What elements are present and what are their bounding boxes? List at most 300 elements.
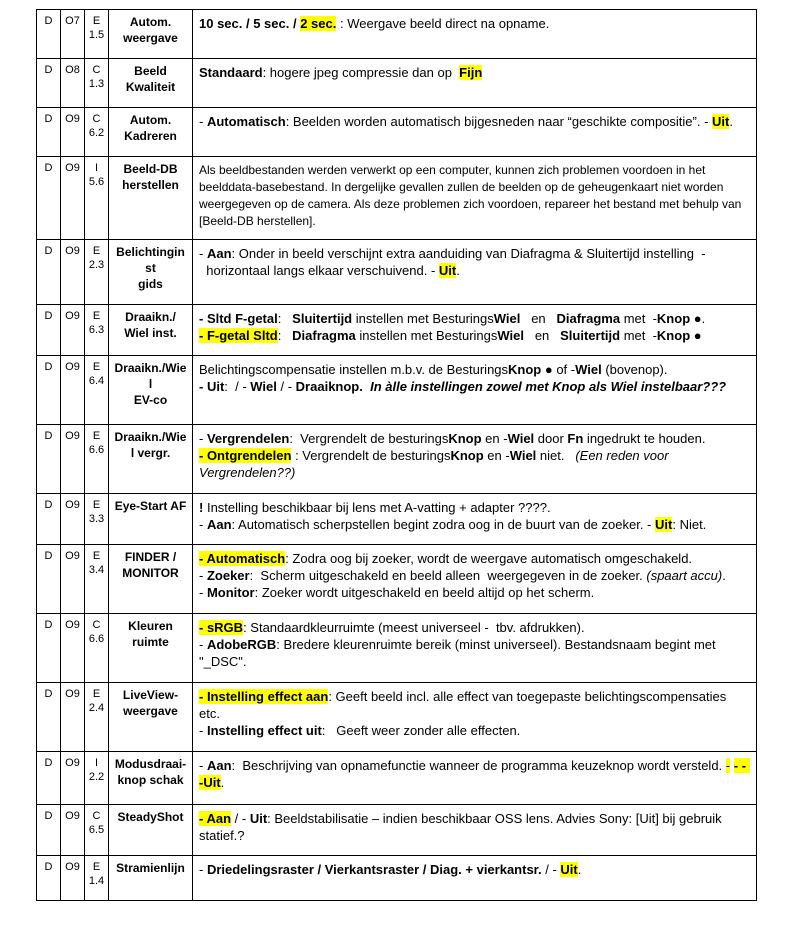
description-text: of - xyxy=(552,362,576,377)
ref-number: 6.5 xyxy=(88,824,105,836)
ref-number: 6.6 xyxy=(88,633,105,645)
setting-name-line: Beeld-DB xyxy=(123,162,178,176)
description-line xyxy=(199,499,750,516)
description-line xyxy=(199,64,750,81)
setting-name-line: Kleuren xyxy=(128,619,173,633)
description-text: AdobeRGB xyxy=(206,637,277,652)
description-text: Knop ● xyxy=(656,328,702,343)
menu-code: O9 xyxy=(65,688,80,700)
description-text: . xyxy=(220,775,225,790)
menu-code: O9 xyxy=(65,162,80,174)
category-cell xyxy=(37,59,61,108)
ref-cell xyxy=(85,545,109,614)
highlighted-default-text: - - -Uit xyxy=(199,758,750,790)
highlighted-default-text: Fijn xyxy=(459,65,483,80)
setting-name-line: Stramienlijn xyxy=(116,861,185,875)
setting-name-line: l xyxy=(148,377,153,391)
highlighted-default-text: Uit xyxy=(655,517,673,532)
setting-name-line: Draaikn./Wie xyxy=(114,430,187,444)
description-text: Sluitertijd xyxy=(560,328,621,343)
setting-name-cell xyxy=(109,683,193,752)
menu-cell xyxy=(61,240,85,305)
setting-name-line: EV-co xyxy=(133,393,168,407)
description-line xyxy=(199,15,750,32)
description-text: : Beeldstabilisatie – indien beschikbaar OSS lens. Advies Sony: [Uit] bij gebruik statief.? xyxy=(199,811,726,843)
ref-letter: E xyxy=(92,550,101,562)
ref-letter: E xyxy=(92,245,101,257)
setting-name-line: LiveView- xyxy=(122,688,179,702)
description-text: - Sltd F-getal xyxy=(199,311,278,326)
setting-name-cell xyxy=(109,59,193,108)
highlighted-default-text: Uit xyxy=(560,862,578,877)
description-text: Sluitertijd xyxy=(292,311,353,326)
description-text: Wiel xyxy=(493,311,521,326)
description-cell xyxy=(193,856,757,901)
description-line xyxy=(199,447,750,464)
menu-code: O9 xyxy=(65,499,80,511)
description-line xyxy=(199,378,750,395)
description-text: - xyxy=(199,114,207,129)
description-text: Wiel xyxy=(507,431,535,446)
table-row xyxy=(37,856,757,901)
description-text: : hogere jpeg compressie dan op xyxy=(262,65,460,80)
description-text: instellen met Besturings xyxy=(352,311,494,326)
description-text: Knop xyxy=(448,431,482,446)
description-text: - xyxy=(199,637,207,652)
description-text: Diafragma xyxy=(292,328,356,343)
highlighted-default-text: - Ontgrendelen xyxy=(199,448,292,463)
description-line xyxy=(199,722,750,739)
category-cell xyxy=(37,805,61,856)
description-text: en xyxy=(520,311,557,326)
description-text: Instelling beschikbaar bij lens met A-vatting + adapter ????. xyxy=(206,500,551,515)
menu-cell xyxy=(61,545,85,614)
menu-cell xyxy=(61,683,85,752)
setting-name-cell xyxy=(109,614,193,683)
setting-name-line: herstellen xyxy=(122,178,179,192)
ref-cell xyxy=(85,240,109,305)
description-text: - xyxy=(199,723,207,738)
category-code: D xyxy=(44,15,53,27)
description-text: : Zoeker wordt uitgeschakeld en beeld altijd op het scherm. xyxy=(254,585,595,600)
ref-cell xyxy=(85,305,109,356)
description-text: (bovenop). xyxy=(601,362,668,377)
description-text: - xyxy=(199,431,207,446)
ref-cell xyxy=(85,752,109,805)
description-cell xyxy=(193,805,757,856)
description-text: 10 sec. / 5 sec. / xyxy=(199,16,301,31)
description-text: met - xyxy=(620,328,657,343)
description-text: niet. xyxy=(536,448,576,463)
description-line xyxy=(199,516,750,533)
setting-name-line: Wiel inst. xyxy=(124,326,177,340)
category-cell xyxy=(37,108,61,157)
description-text xyxy=(363,379,370,394)
ref-cell xyxy=(85,108,109,157)
description-text: : Niet. xyxy=(672,517,707,532)
menu-code: O9 xyxy=(65,757,80,769)
menu-code: O9 xyxy=(65,361,80,373)
table-row xyxy=(37,545,757,614)
table-row xyxy=(37,305,757,356)
setting-name-line: Kadreren xyxy=(124,129,177,143)
description-text: Vergrendelen xyxy=(206,431,290,446)
description-line xyxy=(199,327,750,344)
menu-cell xyxy=(61,108,85,157)
setting-name-cell xyxy=(109,805,193,856)
description-text: Wiel xyxy=(250,379,277,394)
description-text: - xyxy=(199,246,207,261)
description-text: / - xyxy=(231,811,250,826)
setting-name-line: l vergr. xyxy=(130,446,171,460)
description-text: (spaart accu) xyxy=(646,568,723,583)
setting-name-line: Modusdraai- xyxy=(114,757,187,771)
setting-name-line: weergave xyxy=(123,704,178,718)
category-cell xyxy=(37,856,61,901)
ref-number: 2.2 xyxy=(88,771,105,783)
setting-name-cell xyxy=(109,305,193,356)
description-text: In àlle instellingen zowel met Knop als Wiel instelbaar??? xyxy=(370,379,727,394)
description-text: : Geeft beeld incl. alle effect van toegepaste belichtingscompensaties etc. xyxy=(199,689,730,721)
category-code: D xyxy=(44,810,53,822)
setting-name-line: FINDER / xyxy=(124,550,177,564)
category-cell xyxy=(37,683,61,752)
setting-name-line: weergave xyxy=(123,31,178,45)
ref-number: 6.4 xyxy=(88,375,105,387)
description-text: - xyxy=(199,585,207,600)
description-text: Knop ● xyxy=(508,362,553,377)
description-text: ! xyxy=(199,500,207,515)
table-row xyxy=(37,683,757,752)
table-row xyxy=(37,108,757,157)
setting-name-line: SteadyShot xyxy=(117,810,184,824)
highlighted-default-text: - sRGB xyxy=(199,620,244,635)
setting-name-cell xyxy=(109,240,193,305)
ref-letter: E xyxy=(92,310,101,322)
setting-name-line: Autom. xyxy=(129,113,172,127)
highlighted-default-text: Uit xyxy=(712,114,730,129)
description-text: Wiel xyxy=(575,362,602,377)
menu-code: O9 xyxy=(65,550,80,562)
setting-name-line: Eye-Start AF xyxy=(114,499,187,513)
description-text: en xyxy=(523,328,561,343)
ref-letter: E xyxy=(92,499,101,511)
menu-code: O9 xyxy=(65,810,80,822)
table-row xyxy=(37,59,757,108)
ref-cell xyxy=(85,494,109,545)
category-cell xyxy=(37,494,61,545)
ref-number: 1.4 xyxy=(88,875,105,887)
setting-name-line: Belichtingin xyxy=(116,245,185,259)
table-row xyxy=(37,425,757,494)
description-text: door xyxy=(534,431,568,446)
setting-name-cell xyxy=(109,425,193,494)
description-text: . xyxy=(577,862,582,877)
description-line xyxy=(199,550,750,567)
menu-cell xyxy=(61,805,85,856)
ref-cell xyxy=(85,356,109,425)
category-cell xyxy=(37,425,61,494)
description-line xyxy=(199,861,750,878)
description-line xyxy=(199,245,750,262)
ref-letter: E xyxy=(92,361,101,373)
category-code: D xyxy=(44,550,53,562)
description-line xyxy=(199,430,750,447)
category-cell xyxy=(37,240,61,305)
description-text: - Uit xyxy=(199,379,225,394)
category-code: D xyxy=(44,688,53,700)
ref-letter: C xyxy=(92,64,101,76)
ref-cell xyxy=(85,425,109,494)
ref-number: 2.3 xyxy=(88,259,105,271)
description-text: Uit xyxy=(249,811,268,826)
description-text: : Beelden worden automatisch bijgesneden naar “geschikte compositie”. - xyxy=(285,114,713,129)
ref-letter: E xyxy=(92,15,101,27)
menu-code: O9 xyxy=(65,861,80,873)
category-code: D xyxy=(44,619,53,631)
menu-code: O9 xyxy=(65,619,80,631)
table-row xyxy=(37,157,757,240)
description-text: : Vergrendelt de besturings xyxy=(289,431,449,446)
description-text: Aan xyxy=(206,517,232,532)
description-text: Standaard xyxy=(199,65,263,80)
menu-cell xyxy=(61,425,85,494)
description-cell xyxy=(193,305,757,356)
description-text: en - xyxy=(481,431,508,446)
category-code: D xyxy=(44,430,53,442)
setting-name-cell xyxy=(109,545,193,614)
category-cell xyxy=(37,157,61,240)
ref-number: 2.4 xyxy=(88,702,105,714)
description-text: en - xyxy=(483,448,510,463)
description-text: . xyxy=(456,263,460,278)
description-cell xyxy=(193,494,757,545)
setting-name-cell xyxy=(109,856,193,901)
menu-cell xyxy=(61,614,85,683)
highlighted-default-text: - xyxy=(725,758,731,773)
setting-name-line: Draaikn./Wie xyxy=(114,361,187,375)
setting-name-cell xyxy=(109,752,193,805)
table-row xyxy=(37,805,757,856)
description-text: Fn xyxy=(567,431,584,446)
ref-number: 5.6 xyxy=(88,176,105,188)
description-cell xyxy=(193,545,757,614)
description-cell xyxy=(193,10,757,59)
description-text: : xyxy=(277,311,293,326)
ref-number: 6.2 xyxy=(88,127,105,139)
category-cell xyxy=(37,356,61,425)
description-text: : Vergrendelt de besturings xyxy=(291,448,451,463)
ref-number: 3.3 xyxy=(88,513,105,525)
highlighted-default-text: - Automatisch xyxy=(199,551,286,566)
description-text: horizontaal langs elkaar verschuivend. - xyxy=(199,263,439,278)
description-text: Vergrendelen??) xyxy=(199,465,296,480)
description-cell xyxy=(193,240,757,305)
description-cell xyxy=(193,157,757,240)
table-row xyxy=(37,10,757,59)
description-cell xyxy=(193,614,757,683)
ref-letter: E xyxy=(92,688,101,700)
description-text: : xyxy=(277,328,293,343)
description-line xyxy=(199,262,750,279)
menu-code: O9 xyxy=(65,113,80,125)
menu-code: O8 xyxy=(65,64,80,76)
category-code: D xyxy=(44,499,53,511)
setting-name-cell xyxy=(109,108,193,157)
ref-cell xyxy=(85,157,109,240)
description-text: Diafragma xyxy=(556,311,621,326)
description-line xyxy=(199,361,750,378)
category-code: D xyxy=(44,245,53,257)
table-row xyxy=(37,240,757,305)
description-text: Belichtingscompensatie instellen m.b.v. de Besturings xyxy=(199,362,509,377)
description-text: - xyxy=(199,862,207,877)
setting-name-line: gids xyxy=(138,277,163,291)
menu-cell xyxy=(61,10,85,59)
description-line xyxy=(199,162,750,230)
ref-number: 1.5 xyxy=(88,29,105,41)
description-cell xyxy=(193,108,757,157)
ref-letter: C xyxy=(92,113,101,125)
menu-code: O7 xyxy=(65,15,80,27)
category-cell xyxy=(37,752,61,805)
description-text: Automatisch xyxy=(206,114,286,129)
description-line xyxy=(199,567,750,584)
setting-name-line: Draaikn./ xyxy=(125,310,176,324)
ref-letter: C xyxy=(92,810,101,822)
description-text: Monitor xyxy=(206,585,255,600)
description-line xyxy=(199,619,750,636)
description-text: : / - xyxy=(224,379,251,394)
description-text: : Bredere kleurenruimte bereik (minst universeel). Bestandsnaam begint met "_DSC". xyxy=(199,637,720,669)
description-text: - xyxy=(199,517,207,532)
description-line xyxy=(199,757,750,791)
setting-name-line: knop schak xyxy=(117,773,184,787)
description-text: (Een reden voor xyxy=(575,448,669,463)
description-text: : Beschrijving van opnamefunctie wanneer de programma keuzeknop wordt versteld. xyxy=(231,758,726,773)
description-line xyxy=(199,113,750,130)
description-text: Als beeldbestanden werden verwerkt op een computer, kunnen zich problemen voordoen in het beelddata-basebestand. In dergelijke gevallen zullen de beelden op de geheugenkaart niet worden weergegeven op de camera. Als deze problemen zich voordoen, repareer het bestand met behulp van [Beeld-DB herstellen]. xyxy=(199,163,745,228)
menu-code: O9 xyxy=(65,310,80,322)
category-code: D xyxy=(44,757,53,769)
description-text: Wiel xyxy=(509,448,537,463)
setting-name-cell xyxy=(109,356,193,425)
description-cell xyxy=(193,425,757,494)
description-text: Draaiknop. xyxy=(295,379,363,394)
ref-number: 1.3 xyxy=(88,78,105,90)
category-code: D xyxy=(44,162,53,174)
setting-name-line: Autom. xyxy=(129,15,172,29)
ref-number: 3.4 xyxy=(88,564,105,576)
ref-cell xyxy=(85,59,109,108)
description-text: Aan xyxy=(206,246,232,261)
highlighted-default-text: Uit xyxy=(438,263,457,278)
description-text: - xyxy=(199,758,207,773)
highlighted-default-text: - F-getal Sltd xyxy=(199,328,278,343)
ref-cell xyxy=(85,10,109,59)
setting-name-line: Kwaliteit xyxy=(125,80,176,94)
setting-name-line: ruimte xyxy=(132,635,169,649)
menu-cell xyxy=(61,752,85,805)
description-text: ingedrukt te houden. xyxy=(583,431,706,446)
description-line xyxy=(199,810,750,844)
category-code: D xyxy=(44,64,53,76)
menu-cell xyxy=(61,356,85,425)
setting-name-line: Beeld xyxy=(134,64,167,78)
description-text: : Zodra oog bij zoeker, wordt de weergave automatisch omgeschakeld. xyxy=(285,551,693,566)
ref-letter: E xyxy=(92,861,101,873)
ref-cell xyxy=(85,805,109,856)
description-text: Wiel xyxy=(497,328,524,343)
description-text: Knop xyxy=(450,448,484,463)
description-line xyxy=(199,464,750,481)
description-cell xyxy=(193,356,757,425)
ref-letter: I xyxy=(94,162,99,174)
ref-letter: E xyxy=(92,430,101,442)
description-text: / - xyxy=(541,862,561,877)
description-cell xyxy=(193,59,757,108)
menu-cell xyxy=(61,494,85,545)
settings-table xyxy=(36,9,757,901)
setting-name-line: st xyxy=(145,261,156,275)
menu-code: O9 xyxy=(65,245,80,257)
setting-name-line: MONITOR xyxy=(122,566,179,580)
description-line xyxy=(199,584,750,601)
description-text: / - xyxy=(276,379,296,394)
table-row xyxy=(37,752,757,805)
description-text: : Onder in beeld verschijnt extra aanduiding van Diafragma & Sluitertijd instelling - xyxy=(231,246,706,261)
category-cell xyxy=(37,545,61,614)
menu-cell xyxy=(61,157,85,240)
ref-letter: I xyxy=(94,757,99,769)
ref-number: 6.3 xyxy=(88,324,105,336)
highlighted-default-text: - Aan xyxy=(199,811,232,826)
category-code: D xyxy=(44,113,53,125)
description-cell xyxy=(193,752,757,805)
description-text: Driedelingsraster / Vierkantsraster / Diag. + vierkantsr. xyxy=(206,862,542,877)
description-text: . xyxy=(701,311,706,326)
description-text: : Standaardkleurruimte (meest universeel - tbv. afdrukken). xyxy=(243,620,585,635)
category-code: D xyxy=(44,310,53,322)
table-row xyxy=(37,356,757,425)
menu-cell xyxy=(61,305,85,356)
highlighted-default-text: 2 sec. xyxy=(300,16,337,31)
category-cell xyxy=(37,614,61,683)
ref-cell xyxy=(85,614,109,683)
category-cell xyxy=(37,10,61,59)
description-text: met - xyxy=(620,311,657,326)
description-text: Knop ● xyxy=(656,311,702,326)
menu-cell xyxy=(61,856,85,901)
setting-name-cell xyxy=(109,157,193,240)
menu-code: O9 xyxy=(65,430,80,442)
description-text: : Geeft weer zonder alle effecten. xyxy=(321,723,521,738)
category-code: D xyxy=(44,361,53,373)
description-line xyxy=(199,636,750,670)
category-cell xyxy=(37,305,61,356)
description-text: : Scherm uitgeschakeld en beeld alleen weergegeven in de zoeker. xyxy=(249,568,647,583)
settings-table-body xyxy=(37,10,757,901)
table-row xyxy=(37,614,757,683)
setting-name-cell xyxy=(109,494,193,545)
description-text: - xyxy=(199,568,207,583)
description-text: . xyxy=(729,114,734,129)
description-text: Zoeker xyxy=(206,568,250,583)
description-text: : Weergave beeld direct na opname. xyxy=(336,16,550,31)
ref-cell xyxy=(85,856,109,901)
description-cell xyxy=(193,683,757,752)
highlighted-default-text: - Instelling effect aan xyxy=(199,689,329,704)
